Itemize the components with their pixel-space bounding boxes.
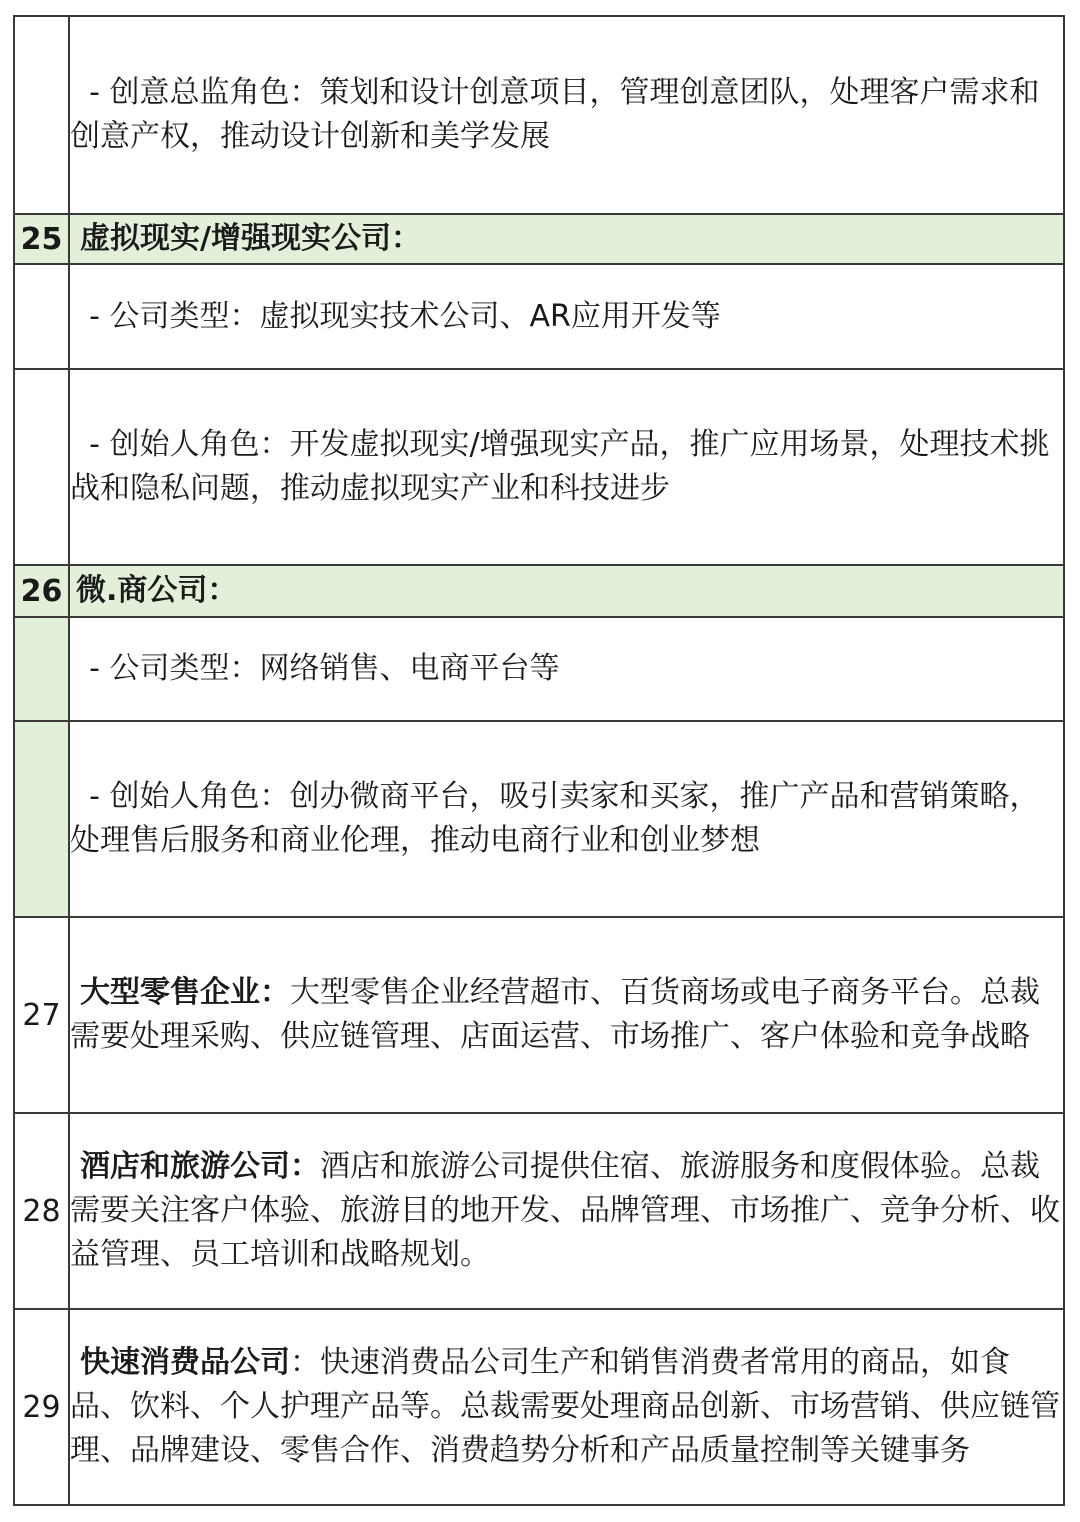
table-row (14, 264, 1064, 369)
row-number-cell (14, 617, 69, 721)
fmcg-body: 快速消费品公司生产和销售消费者常用的商品，如食品、饮料、个人护理产品等。总裁需要处理商品创新、市场营销、供应链管理、品牌建设、零售合作、消费趋势分析和产品质量控制等关键事务 (70, 1345, 1060, 1468)
fmcg-separator: ： (290, 1345, 320, 1380)
retail-title: 大型零售企业： (80, 975, 290, 1010)
row-number-28: 28 (14, 1113, 69, 1309)
section-title-micro-commerce: 微.商公司： (69, 565, 1064, 617)
fmcg-description (69, 1309, 1064, 1505)
table-row (14, 16, 1064, 214)
row-number-26: 26 (14, 565, 69, 617)
row-number-27: 27 (14, 917, 69, 1113)
section-title-vr-ar: 虚拟现实/增强现实公司： (69, 214, 1064, 264)
role-description (69, 16, 1064, 214)
section-header-row (14, 214, 1064, 264)
hotel-travel-description (69, 1113, 1064, 1309)
hotel-travel-body: 酒店和旅游公司提供住宿、旅游服务和度假体验。总裁需要关注客户体验、旅游目的地开发、品牌管理、市场推广、竞争分析、收益管理、员工培训和战略规划。 (70, 1149, 1060, 1272)
row-number-cell (14, 369, 69, 565)
row-number-29: 29 (14, 1309, 69, 1505)
table-row (14, 721, 1064, 917)
table-row (14, 617, 1064, 721)
company-type-text: - 公司类型：网络销售、电商平台等 (70, 651, 560, 686)
company-type-vr (69, 264, 1064, 369)
table-row (14, 917, 1064, 1113)
founder-role-text: - 创始人角色：创办微商平台，吸引卖家和买家，推广产品和营销策略，处理售后服务和商业伦理，推动电商行业和创业梦想 (70, 779, 1040, 858)
row-number-cell (14, 721, 69, 917)
company-type-micro (69, 617, 1064, 721)
hotel-travel-title: 酒店和旅游公司： (80, 1149, 320, 1184)
section-header-row (14, 565, 1064, 617)
table-row (14, 369, 1064, 565)
founder-role-vr (69, 369, 1064, 565)
company-roles-table (13, 15, 1065, 1506)
row-number-cell (14, 16, 69, 214)
table-row (14, 1113, 1064, 1309)
row-number-25: 25 (14, 214, 69, 264)
role-text: - 创意总监角色：策划和设计创意项目，管理创意团队，处理客户需求和创意产权，推动设计创新和美学发展 (70, 75, 1040, 154)
table-row (14, 1309, 1064, 1505)
retail-body: 大型零售企业经营超市、百货商场或电子商务平台。总裁需要处理采购、供应链管理、店面运营、市场推广、客户体验和竞争战略 (70, 975, 1040, 1054)
retail-description (69, 917, 1064, 1113)
fmcg-title: 快速消费品公司 (80, 1345, 290, 1380)
row-number-cell (14, 264, 69, 369)
founder-role-text: - 创始人角色：开发虚拟现实/增强现实产品，推广应用场景，处理技术挑战和隐私问题，推动虚拟现实产业和科技进步 (70, 427, 1050, 506)
company-type-text: - 公司类型：虚拟现实技术公司、AR应用开发等 (70, 298, 721, 334)
founder-role-micro (69, 721, 1064, 917)
